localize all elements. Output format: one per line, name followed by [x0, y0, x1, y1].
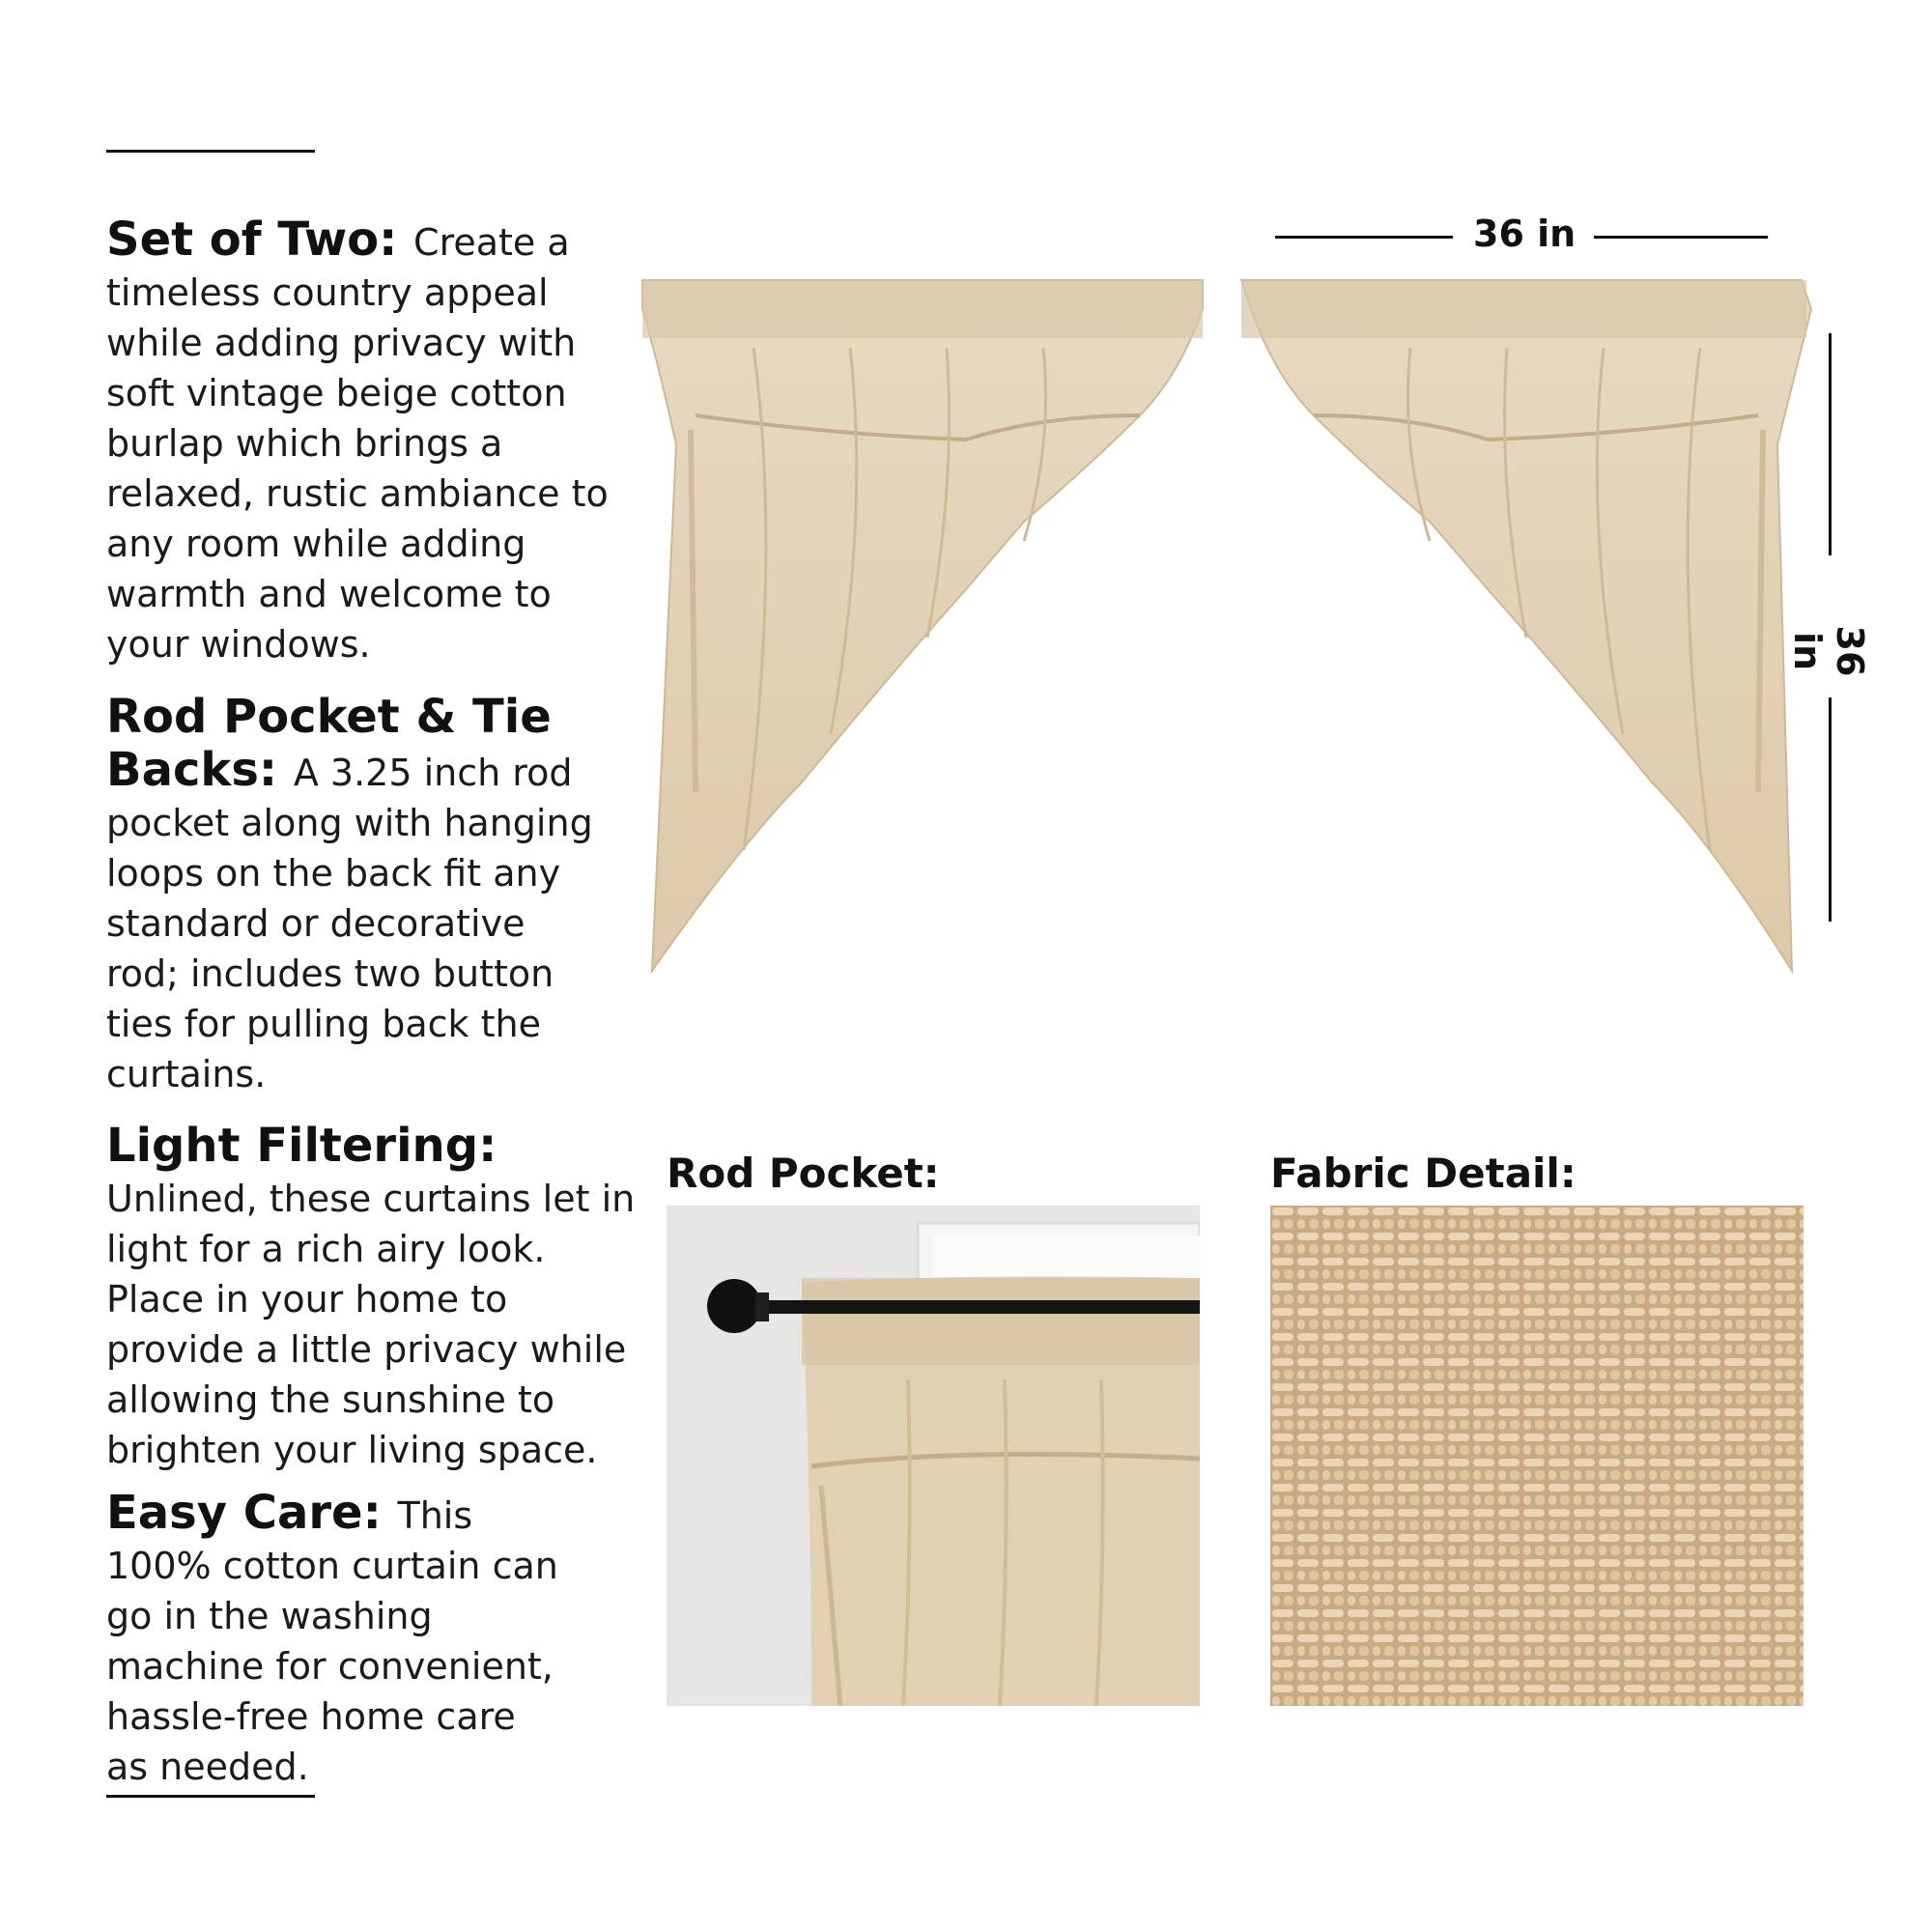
burlap-weave	[1270, 1206, 1804, 1706]
right-curtain-panel	[1241, 280, 1811, 971]
section-title: Rod Pocket & Tie Backs:	[106, 690, 552, 797]
right-rod-pocket	[1241, 280, 1806, 338]
height-dimension-line-bottom	[1829, 697, 1832, 922]
width-dimension-line-right	[1594, 236, 1768, 239]
top-divider	[106, 150, 315, 153]
section-title: Light Filtering:	[106, 1119, 497, 1173]
bottom-divider	[106, 1795, 315, 1798]
left-curtain-panel	[642, 280, 1203, 971]
section-body: This 100% cotton curtain can go in the washing machine for convenient, hassle-free home care as needed.	[106, 1494, 558, 1788]
width-dimension-line-left	[1275, 236, 1453, 239]
left-rod-pocket	[642, 280, 1203, 338]
rod-pocket-caption: Rod Pocket:	[667, 1150, 940, 1197]
section-set-of-two	[106, 214, 618, 669]
section-easy-care	[106, 1488, 560, 1792]
height-dimension-label: 36 in	[1786, 625, 1871, 677]
section-title: Set of Two:	[106, 213, 414, 267]
section-light-filtering	[106, 1121, 638, 1475]
height-dimension-line-top	[1829, 333, 1832, 555]
curtain-pair-image	[638, 270, 1816, 985]
curtain-rod	[744, 1300, 1200, 1314]
rod-finial	[707, 1279, 761, 1333]
section-body: Create a timeless country appeal while adding privacy with soft vintage beige cotton burlap which brings a relaxed, rustic ambiance to any room while adding warmth and welcome to your windows.	[106, 221, 609, 666]
fabric-detail-caption: Fabric Detail:	[1270, 1150, 1577, 1197]
section-title: Easy Care:	[106, 1486, 398, 1540]
width-dimension-label: 36 in	[1473, 213, 1577, 255]
section-rod-pocket	[106, 692, 609, 1099]
section-body: A 3.25 inch rod pocket along with hanging loops on the back fit any standard or decorative rod; includes two button ties for pulling back the curtains.	[106, 752, 593, 1095]
fabric-detail-photo	[1270, 1206, 1804, 1706]
section-body: Unlined, these curtains let in light for a rich airy look. Place in your home to provide a little privacy while allowing the sunshine to brighten your living space.	[106, 1178, 636, 1471]
rod-pocket-photo	[667, 1206, 1200, 1706]
